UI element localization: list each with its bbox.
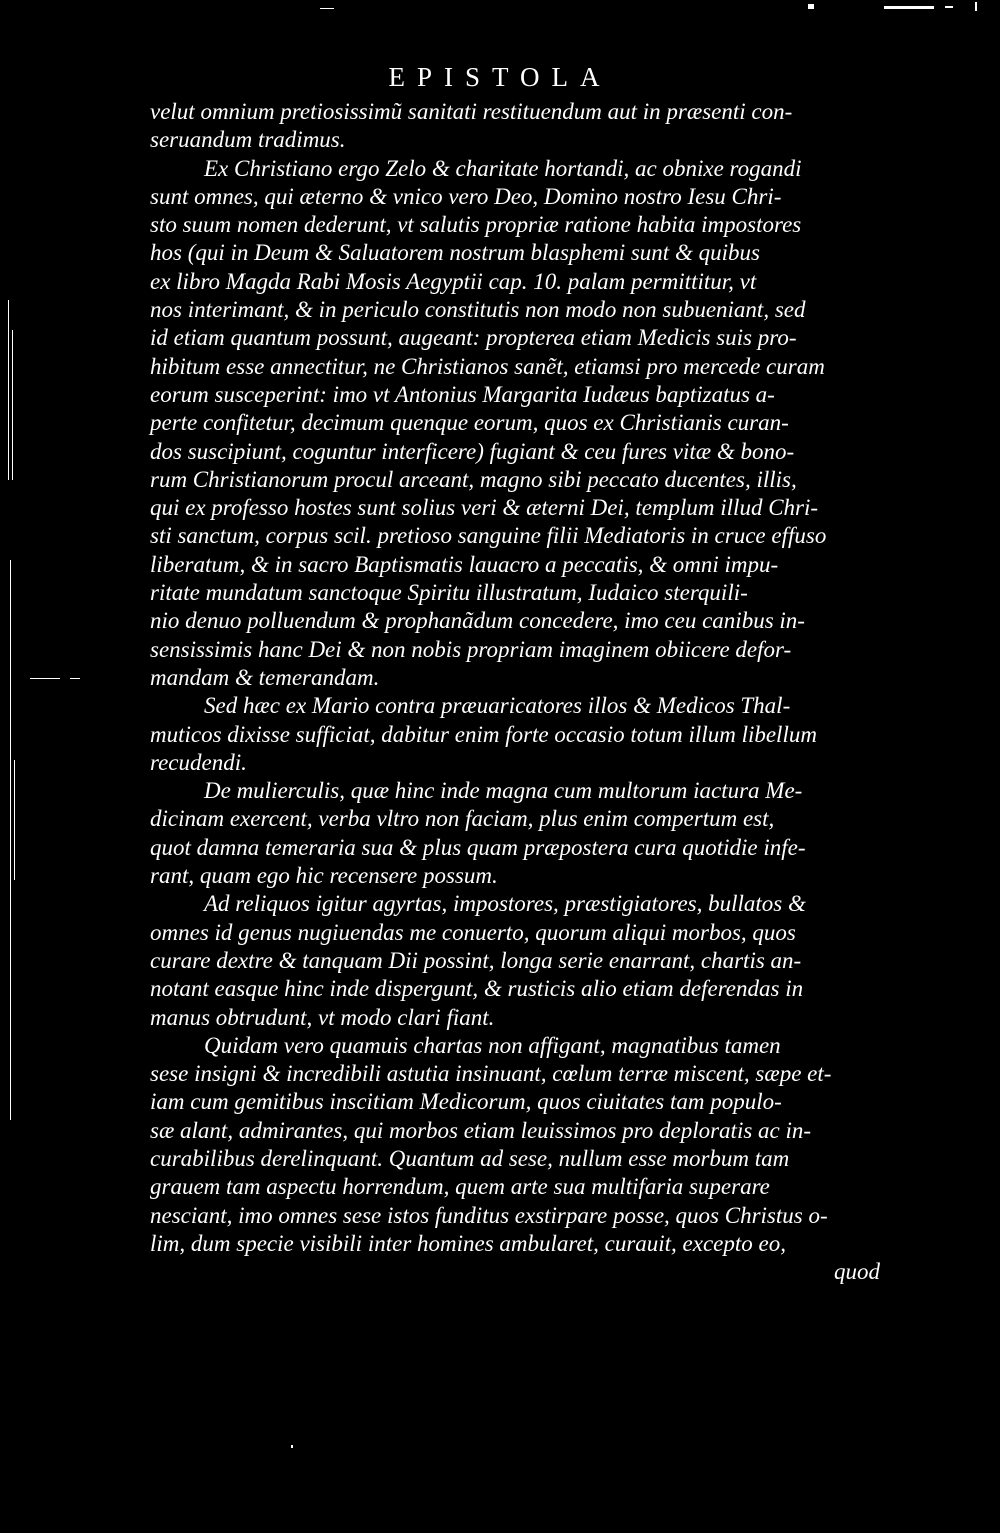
text-line: sti sanctum, corpus scil. pretioso sanguine filii Mediatoris in cruce effuso (150, 523, 827, 549)
scan-speck (291, 1445, 293, 1448)
text-line: nos interimant, & in periculo constitutis non modo non subueniant, sed (150, 297, 806, 323)
text-line: omnes id genus nugiuendas me conuerto, quorum aliqui morbos, quos (150, 919, 796, 945)
paragraph-start-line: Sed hæc ex Mario contra præuaricatores illos & Medicos Thal- (204, 693, 791, 719)
text-line: muticos dixisse sufficiat, dabitur enim forte occasio totum illum libellum (150, 721, 817, 747)
text-line: seruandum tradimus. (150, 127, 346, 153)
text-line: hibitum esse annectitur, ne Christianos sanẽt, etiamsi pro mercede curam (150, 353, 825, 379)
paragraph-start-line: Ad reliquos igitur agyrtas, impostores, præstigiatores, bullatos & (204, 891, 806, 917)
scan-dash (30, 678, 60, 679)
scan-speck (945, 6, 953, 8)
text-line: manus obtrudunt, vt modo clari fiant. (150, 1004, 495, 1030)
text-line: nesciant, imo omnes sese istos funditus exstirpare posse, quos Christus o- (150, 1202, 828, 1228)
text-line: liberatum, & in sacro Baptismatis lauacro a peccatis, & omni impu- (150, 551, 779, 577)
text-line: lim, dum specie visibili inter homines ambularet, curauit, excepto eo, (150, 1230, 786, 1256)
scan-speck (975, 2, 977, 11)
text-line: id etiam quantum possunt, augeant: propterea etiam Medicis suis pro- (150, 325, 797, 351)
catchword: quod (834, 1259, 880, 1285)
text-line: curabilibus derelinquant. Quantum ad sese, nullum esse morbum tam (150, 1145, 790, 1171)
binding-edge-line (10, 560, 11, 1120)
text-line: dos suscipiunt, coguntur interficere) fugiant & ceu fures vitæ & bono- (150, 438, 795, 464)
text-line: sensissimis hanc Dei & non nobis propriam imaginem obiicere defor- (150, 636, 792, 662)
text-line: qui ex professo hostes sunt solius veri & æterni Dei, templum illud Chri- (150, 495, 819, 521)
text-line: notant easque hinc inde dispergunt, & rusticis alio etiam deferendas in (150, 976, 804, 1002)
text-line: mandam & temerandam. (150, 664, 380, 690)
text-line: sæ alant, admirantes, qui morbos etiam leuissimos pro deploratis ac in- (150, 1117, 812, 1143)
paragraph-start-line: De mulierculis, quæ hinc inde magna cum multorum iactura Me- (204, 778, 803, 804)
scan-dash (70, 678, 80, 679)
text-line: curare dextre & tanquam Dii possint, longa serie enarrant, chartis an- (150, 947, 802, 973)
text-line: iam cum gemitibus inscitiam Medicorum, quos ciuitates tam populo- (150, 1089, 782, 1115)
text-line: eorum susceperint: imo vt Antonius Margarita Iudæus baptizatus a- (150, 381, 775, 407)
paragraph-start-line: Ex Christiano ergo Zelo & charitate hortandi, ac obnixe rogandi (204, 155, 802, 181)
scan-speck (884, 6, 934, 9)
text-line: sese insigni & incredibili astutia insinuant, cœlum terræ miscent, sæpe et- (150, 1061, 832, 1087)
text-line: sto suum nomen dederunt, vt salutis propriæ ratione habita impostores (150, 212, 802, 238)
text-line: dicinam exercent, verba vltro non faciam, plus enim compertum est, (150, 806, 775, 832)
text-line: ex libro Magda Rabi Mosis Aegyptii cap. 10. palam permittitur, vt (150, 268, 757, 294)
scan-speck (808, 4, 814, 9)
text-line: velut omnium pretiosissimũ sanitati restituendum aut in præsenti con- (150, 99, 793, 124)
text-line: quot damna temeraria sua & plus quam præpostera cura quotidie infe- (150, 834, 806, 860)
text-line: perte confitetur, decimum quenque eorum, quos ex Christianis curan- (150, 410, 789, 436)
text-line: rum Christianorum procul arceant, magno sibi peccato ducentes, illis, (150, 466, 797, 492)
text-line: recudendi. (150, 749, 247, 775)
text-line: grauem tam aspectu horrendum, quem arte sua multifaria superare (150, 1174, 770, 1200)
text-line: hos (qui in Deum & Saluatorem nostrum blasphemi sunt & quibus (150, 240, 760, 266)
text-line: sunt omnes, qui æterno & vnico vero Deo, Domino nostro Iesu Chri- (150, 183, 782, 209)
scan-speck (320, 8, 334, 9)
binding-edge-line (8, 300, 9, 480)
binding-edge-line (12, 330, 13, 480)
text-line: ritate mundatum sanctoque Spiritu illustratum, Iudaico sterquili- (150, 580, 748, 606)
running-title: EPISTOLA (388, 62, 612, 92)
paragraph-start-line: Quidam vero quamuis chartas non affigant, magnatibus tamen (204, 1032, 781, 1058)
text-line: rant, quam ego hic recensere possum. (150, 863, 498, 889)
text-line: nio denuo polluendum & prophanãdum concedere, imo ceu canibus in- (150, 608, 805, 634)
body-text (150, 98, 882, 1286)
binding-edge-line (14, 760, 15, 880)
